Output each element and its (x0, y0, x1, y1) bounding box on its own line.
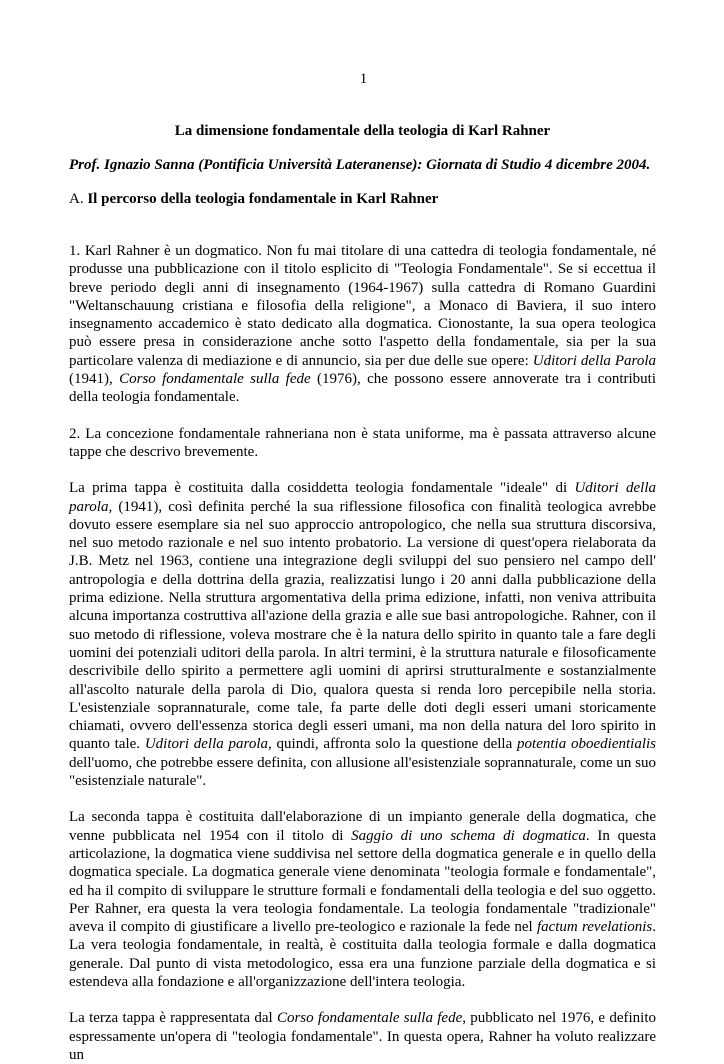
paragraph-text: La seconda tappa è costituita dall'elaborazione di un impianto generale della dogmatica, che venne pubblicata nel 1954 con il titolo di (69, 809, 656, 844)
document-subtitle: Prof. Ignazio Sanna (Pontificia Università Lateranense): Giornata di Studio 4 dicembre 2004. (69, 157, 651, 173)
latin-term: factum revelationis (536, 919, 653, 936)
paragraph-text: pubblicato nel 1976, e definito espressamente un'opera di "teologia fondamentale". In questa opera, Rahner ha voluto realizzare un (69, 1010, 656, 1063)
paragraph-text: 1. Karl Rahner è un dogmatico. Non fu mai titolare di una cattedra di teologia fondamentale, né produsse una pubblicazione con il titolo esplicito di "Teologia Fondamentale". Se si eccettua il breve periodo degli anni di insegnamento (1964-1967) sulla cattedra di Romano Guardini "Weltanschauung cristiana e filosofia della religione", a Monaco di Baviera, il suo intero insegnamento accademico è stato dedicato alla dogmatica. Cionostante, la sua opera teologica può essere presa in considerazione anche sotto l'aspetto della fondamentale, sia per la sua particolare valenza di mediazione e di annuncio, sia per due delle sue opere: (69, 243, 656, 369)
paragraph-text: 2. La concezione fondamentale rahneriana non è stata uniforme, ma è passata attraverso alcune tappe che descrivo brevemente. (69, 425, 656, 460)
book-title: Corso fondamentale sulla fede (119, 371, 311, 388)
book-title: Saggio di uno schema di dogmatica (351, 827, 586, 844)
paragraph-text: dell'uomo, che potrebbe essere definita, con allusione all'esistenziale soprannaturale, come un suo "esistenziale naturale". (69, 754, 656, 790)
book-title: Uditori della Parola (532, 352, 656, 369)
paragraph-text: La prima tappa è costituita dalla cosiddetta teologia fondamentale "ideale" di (69, 480, 575, 497)
book-title: Corso fondamentale sulla fede, (276, 1010, 466, 1027)
paragraph-4 (69, 808, 656, 991)
book-title: Uditori della parola, (144, 736, 272, 753)
document-title: La dimensione fondamentale della teologia di Karl Rahner (174, 123, 551, 139)
paragraph-text: . La vera teologia fondamentale, in realtà, è costituita dalla teologia formale e dalla dogmatica generale. Dal punto di vista metodologico, essa era una funzione parziale della dogmatica e si estendeva alla fondazione e all'organizzazione dell'intera teologia. (69, 919, 656, 990)
paragraph-2 (69, 425, 656, 462)
section-heading (69, 190, 656, 208)
paragraph-text: (1941), così definita perché la sua riflessione filosofica con finalità teologica avrebbe dovuto essere esemplare sia nel suo approccio antropologico, che nella sua struttura discorsiva, nel suo metodo razionale e nel suo intento probatorio. La versione di quest'opera rielaborata da J.B. Metz nel 1963, contiene una integrazione degli sviluppi del suo pensiero nel campo dell' antropologia e della dottrina della grazia, realizzatisi lungo i 20 anni dalla pubblicazione della prima edizione. Nella struttura argomentativa della prima edizione, infatti, non veniva attribuita alcuna importanza costruttiva all'azione della grazia e alle sue basi antropologiche. Rahner, con il suo metodo di riflessione, voleva mostrare che è la natura dello spirito in quanto tale a fare degli uomini dei potenziali uditori della parola. In altri termini, è la struttura naturale e filosoficamente descrivibile dello spirito a permettere agli uomini di aprirsi strutturalmente e sostanzialmente all'ascolto naturale della parola di Dio, qualora questa si renda loro percepibile nella storia. L'esistenziale soprannaturale, come tale, fa parte delle doti degli esseri umani storicamente chiamati, ovvero dell'essenza storica degli esseri umani, ma non della natura del loro spirito in quanto tale. (69, 498, 656, 753)
page-number: 1 (359, 71, 368, 87)
paragraph-text: quindi, affronta solo la questione della (271, 736, 518, 753)
paragraph-text: . In questa articolazione, la dogmatica viene suddivisa nel settore della dogmatica generale e in quello della dogmatica speciale. La dogmatica generale viene denominata "teologia formale e fondamentale", ed ha il compito di sviluppare le strutture formali e fondamentali della teologia e del suo oggetto. Per Rahner, era questa la vera teologia fondamentale. La teologia fondamentale "tradizionale" aveva il compito di giustificare a livello pre-teologico e razionale la fede nel (69, 827, 656, 936)
section-prefix: A. (69, 191, 88, 207)
paragraph-3 (69, 479, 656, 790)
section-title: Il percorso della teologia fondamentale in Karl Rahner (87, 191, 439, 207)
paragraph-text: La terza tappa è rappresentata dal (69, 1010, 277, 1027)
latin-term: potentia oboedientialis (517, 736, 656, 753)
paragraph-text: (1941), (69, 371, 120, 388)
book-title: Uditori della parola, (69, 480, 656, 515)
paragraph-1 (69, 242, 656, 407)
paragraph-text: (1976), che possono essere annoverate tra i contributi della teologia fondamentale. (69, 371, 656, 406)
paragraph-5 (69, 1009, 656, 1064)
